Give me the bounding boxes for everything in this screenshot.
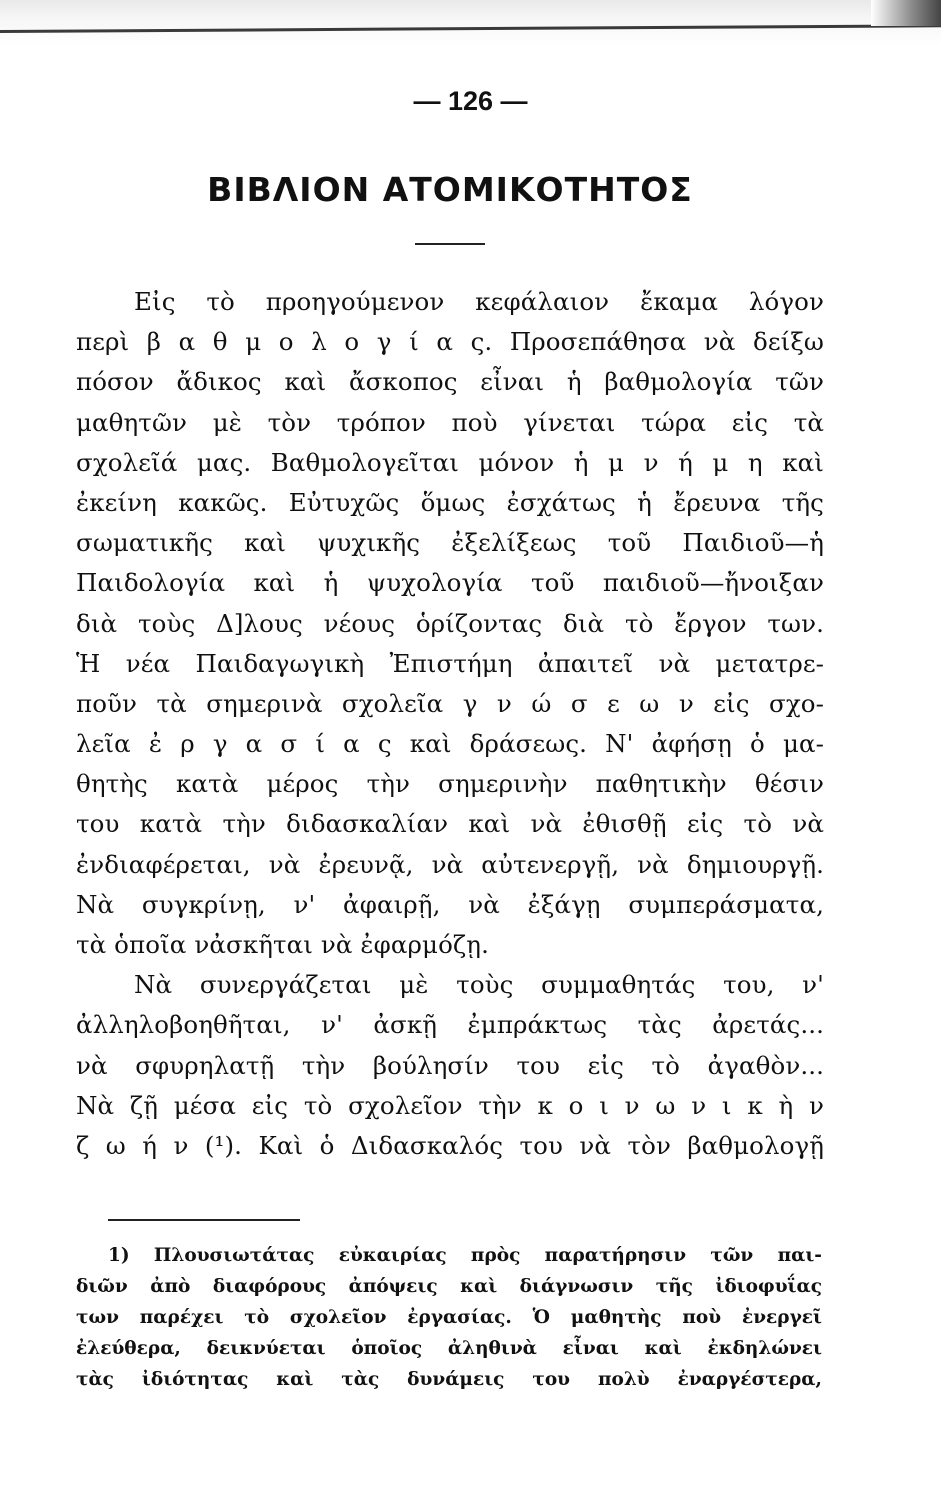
title-divider [415,243,485,245]
footnote-line: 1) Πλουσιωτάτας εὐκαιρίας πρὸς παρατήρησιν τῶν παι- [108,1245,822,1266]
chapter-title: ΒΙΒΛΙΟΝ ΑΤΟΜΙΚΟΤΗΤΟΣ [207,170,693,209]
body-text [76,282,824,1166]
text-line: του κατὰ τὴν διδασκαλίαν καὶ νὰ ἐθισθῇ εἰς τὸ νὰ [76,809,824,839]
text-line: ἀλληλοβοηθῆται, ν' ἀσκῇ ἐμπράκτως τὰς ἀρετάς... [76,1010,824,1040]
text-line: Νὰ συγκρίνῃ, ν' ἀφαιρῇ, νὰ ἐξάγῃ συμπεράσματα, [76,889,824,919]
text-line: μαθητῶν μὲ τὸν τρόπον ποὺ γίνεται τώρα εἰς τὰ [76,407,824,437]
text-line: πόσον ἄδικος καὶ ἄσκοπος εἶναι ἡ βαθμολογία τῶν [76,367,824,397]
text-line: Ἡ νέα Παιδαγωγικὴ Ἐπιστήμη ἀπαιτεῖ νὰ μετατρε- [76,648,824,678]
text-line: Παιδολογία καὶ ἡ ψυχολογία τοῦ παιδιοῦ—ἤνοιξαν [76,568,824,598]
text-line: περὶ β α θ μ ο λ ο γ ί α ς. Προσεπάθησα νὰ δείξω [76,327,824,357]
text-line: λεῖα ἐ ρ γ α σ ί α ς καὶ δράσεως. Ν' ἀφήσῃ ὁ μα- [76,729,824,759]
text-line: σχολεῖά μας. Βαθμολογεῖται μόνον ἡ μ ν ή μ η καὶ [76,447,824,477]
text-line: σωματικῆς καὶ ψυχικῆς ἐξελίξεως τοῦ Παιδιοῦ—ἡ [76,528,824,558]
text-line: διὰ τοὺς Δ]λους νέους ὁρίζοντας διὰ τὸ ἔργον των. [76,608,824,638]
scan-corner-shadow [871,0,941,26]
text-line: ποῦν τὰ σημερινὰ σχολεῖα γ ν ώ σ ε ω ν εἰς σχο- [76,688,824,718]
text-line: Εἰς τὸ προηγούμενον κεφάλαιον ἔκαμα λόγον [134,287,824,316]
text-line: Νὰ συνεργάζεται μὲ τοὺς συμμαθητάς του, ν' [134,970,824,1000]
text-line: ζ ω ή ν (¹). Καὶ ὁ Διδασκαλός του νὰ τὸν βαθμολογῇ [76,1130,824,1160]
footnote-divider [108,1219,300,1221]
text-line: νὰ σφυρηλατῇ τὴν βούλησίν του εἰς τὸ ἀγαθὸν... [76,1050,824,1080]
text-line: Νὰ ζῇ μέσα εἰς τὸ σχολεῖον τὴν κ ο ι ν ω ν ι κ ὴ ν [76,1090,824,1120]
scan-top-edge [0,0,941,46]
text-line: τὰ ὁποῖα νἀσκῆται νὰ ἐφαρμόζῃ. [76,930,489,959]
text-line: ἐκείνη κακῶς. Εὐτυχῶς ὅμως ἐσχάτως ἡ ἔρευνα τῆς [76,487,824,517]
footnote-line: διῶν ἀπὸ διαφόρους ἀπόψεις καὶ διάγνωσιν τῆς ἰδιοφυΐας [76,1276,822,1297]
text-line: θητὴς κατὰ μέρος τὴν σημερινὴν παθητικὴν θέσιν [76,769,824,799]
footnote-line: των παρέχει τὸ σχολεῖον ἐργασίας. Ὁ μαθητὴς ποὺ ἐνεργεῖ [76,1307,822,1328]
footnote-line: ἐλεύθερα, δεικνύεται ὁποῖος ἀληθινὰ εἶναι καὶ ἐκδηλώνει [76,1338,822,1359]
text-line: ἐνδιαφέρεται, νὰ ἐρευνᾷ, νὰ αὐτενεργῇ, νὰ δημιουργῇ. [76,849,824,879]
footnote-line: τὰς ἰδιότητας καὶ τὰς δυνάμεις του πολὺ ἐναργέστερα, [76,1369,822,1390]
page-number: — 126 — [413,86,528,116]
footnotes [76,1240,822,1395]
